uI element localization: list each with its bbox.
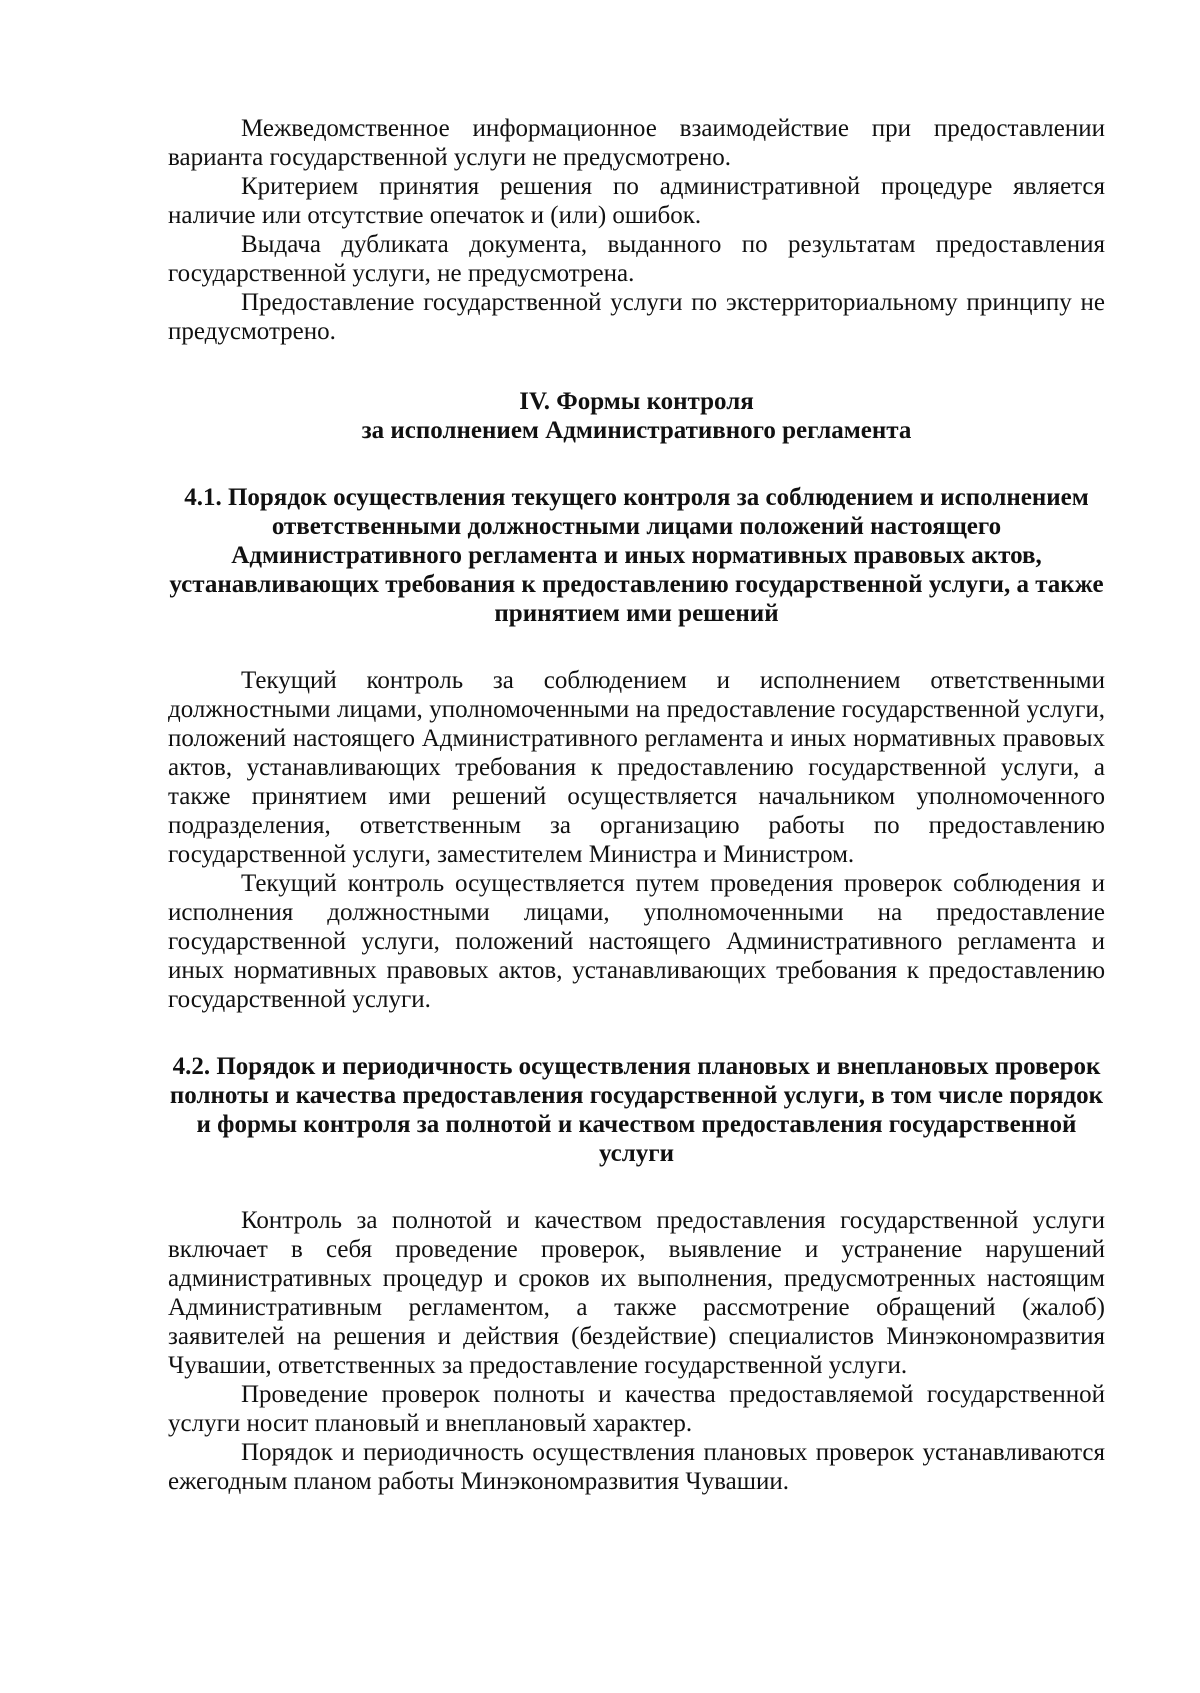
chapter-title-line2: за исполнением Административного регламента (361, 417, 912, 444)
paragraph-decision-criterion: Критерием принятия решения по административной процедуре является наличие или отсутствие опечаток и (или) ошибок. (168, 173, 1105, 229)
paragraph-planned-checks: Порядок и периодичность осуществления плановых проверок устанавливаются ежегодным планом работы Минэкономразвития Чувашии. (168, 1439, 1105, 1495)
paragraph-interagency-interaction: Межведомственное информационное взаимодействие при предоставлении варианта государственной услуги не предусмотрено. (168, 115, 1105, 171)
document-page (168, 114, 1105, 1496)
paragraph-quality-control: Контроль за полнотой и качеством предоставления государственной услуги включает в себя проведение проверок, выявление и устранение нарушений административных процедур и сроков их выполнения, предусмотренных настоящим Административным регламентом, а также рассмотрение обращений (жалоб) заявителей на решения и действия (бездействие) специалистов Минэкономразвития Чувашии, ответственных за предоставление государственной услуги. (168, 1207, 1105, 1379)
paragraph-duplicate-issuance: Выдача дубликата документа, выданного по результатам предоставления государственной услуги, не предусмотрена. (168, 231, 1105, 287)
section-4-1-heading: 4.1. Порядок осуществления текущего контроля за соблюдением и исполнением ответственными должностными лицами положений настоящего Административного регламента и иных нормативных правовых актов, устанавливающих требования к предоставлению государственной услуги, а также принятием ими решений (169, 484, 1104, 627)
paragraph-extraterritorial-principle: Предоставление государственной услуги по экстерриториальному принципу не предусмотрено. (168, 289, 1105, 345)
paragraph-current-control: Текущий контроль за соблюдением и исполнением ответственными должностными лицами, уполномоченными на предоставление государственной услуги, положений настоящего Административного регламента и иных нормативных правовых актов, устанавливающих требования к предоставлению государственной услуги, а также принятием ими решений осуществляется начальником уполномоченного подразделения, ответственным за организацию работы по предоставлению государственной услуги, заместителем Министра и Министром. (168, 667, 1105, 868)
section-4-2-heading: 4.2. Порядок и периодичность осуществления плановых и внеплановых проверок полноты и качества предоставления государственной услуги, в том числе порядок и формы контроля за полнотой и качеством предоставления государственной услуги (169, 1053, 1104, 1167)
paragraph-checks-character: Проведение проверок полноты и качества предоставляемой государственной услуги носит плановый и внеплановый характер. (168, 1381, 1105, 1437)
chapter-title-line1: IV. Формы контроля (519, 388, 754, 415)
paragraph-current-control-checks: Текущий контроль осуществляется путем проведения проверок соблюдения и исполнения должностными лицами, уполномоченными на предоставление государственной услуги, положений настоящего Административного регламента и иных нормативных правовых актов, устанавливающих требования к предоставлению государственной услуги. (168, 870, 1105, 1013)
